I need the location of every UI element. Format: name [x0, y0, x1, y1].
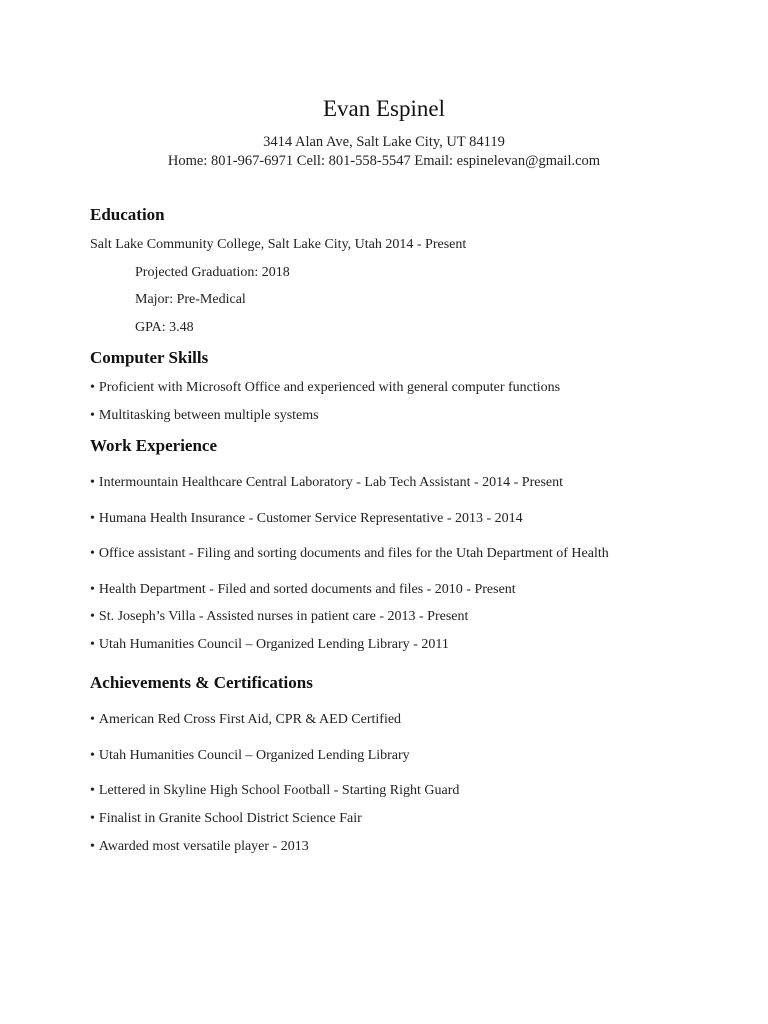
bullet: • — [90, 582, 95, 597]
education-heading: Education — [90, 205, 165, 224]
list-item-text: Utah Humanities Council – Organized Lending Library - 2011 — [98, 637, 449, 652]
list-item-text: St. Joseph’s Villa - Assisted nurses in patient care - 2013 - Present — [98, 609, 469, 624]
list-item — [90, 545, 609, 562]
bullet: • — [90, 783, 95, 798]
list-item-text: Multitasking between multiple systems — [98, 408, 319, 423]
candidate-name: Evan Espinel — [323, 96, 445, 121]
education-detail: Major: Pre-Medical — [135, 292, 246, 307]
list-item-text: Health Department - Filed and sorted documents and files - 2010 - Present — [98, 582, 516, 597]
bullet: • — [90, 408, 95, 423]
list-item — [90, 407, 319, 424]
bullet: • — [90, 380, 95, 395]
list-item — [90, 379, 560, 396]
list-item-text: Humana Health Insurance - Customer Service Representative - 2013 - 2014 — [98, 511, 523, 526]
bullet: • — [90, 609, 95, 624]
list-item-text: Intermountain Healthcare Central Laboratory - Lab Tech Assistant - 2014 - Present — [98, 475, 564, 490]
bullet: • — [90, 811, 95, 826]
bullet: • — [90, 712, 95, 727]
list-item-text: Utah Humanities Council – Organized Lending Library — [98, 748, 410, 763]
bullet: • — [90, 637, 95, 652]
list-item — [90, 838, 309, 855]
list-item-text: American Red Cross First Aid, CPR & AED Certified — [98, 712, 402, 727]
bullet: • — [90, 475, 95, 490]
education-detail: Projected Graduation: 2018 — [135, 265, 290, 280]
list-item — [90, 581, 516, 598]
list-item — [90, 711, 401, 728]
education-detail: GPA: 3.48 — [135, 320, 194, 335]
list-item-text: Lettered in Skyline High School Football - Starting Right Guard — [98, 783, 460, 798]
list-item — [90, 810, 362, 827]
achievements-heading: Achievements & Certifications — [90, 673, 313, 692]
bullet: • — [90, 839, 95, 854]
list-item-text: Proficient with Microsoft Office and experienced with general computer functions — [98, 380, 561, 395]
list-item-text: Office assistant - Filing and sorting documents and files for the Utah Department of Health — [98, 546, 609, 561]
work-experience-heading: Work Experience — [90, 436, 218, 455]
list-item-text: Finalist in Granite School District Science Fair — [98, 811, 362, 826]
list-item — [90, 636, 449, 653]
bullet: • — [90, 748, 95, 763]
bullet: • — [90, 511, 95, 526]
list-item-text: Awarded most versatile player - 2013 — [98, 839, 309, 854]
computer-skills-heading: Computer Skills — [90, 348, 209, 367]
list-item — [90, 510, 523, 527]
list-item — [90, 747, 410, 764]
list-item — [90, 474, 563, 491]
bullet: • — [90, 546, 95, 561]
list-item — [90, 782, 459, 799]
education-school: Salt Lake Community College, Salt Lake City, Utah 2014 - Present — [90, 237, 467, 252]
contact-line: Home: 801-967-6971 Cell: 801-558-5547 Email: espinelevan@gmail.com — [167, 153, 601, 169]
list-item — [90, 608, 468, 625]
address-line: 3414 Alan Ave, Salt Lake City, UT 84119 — [263, 134, 505, 150]
